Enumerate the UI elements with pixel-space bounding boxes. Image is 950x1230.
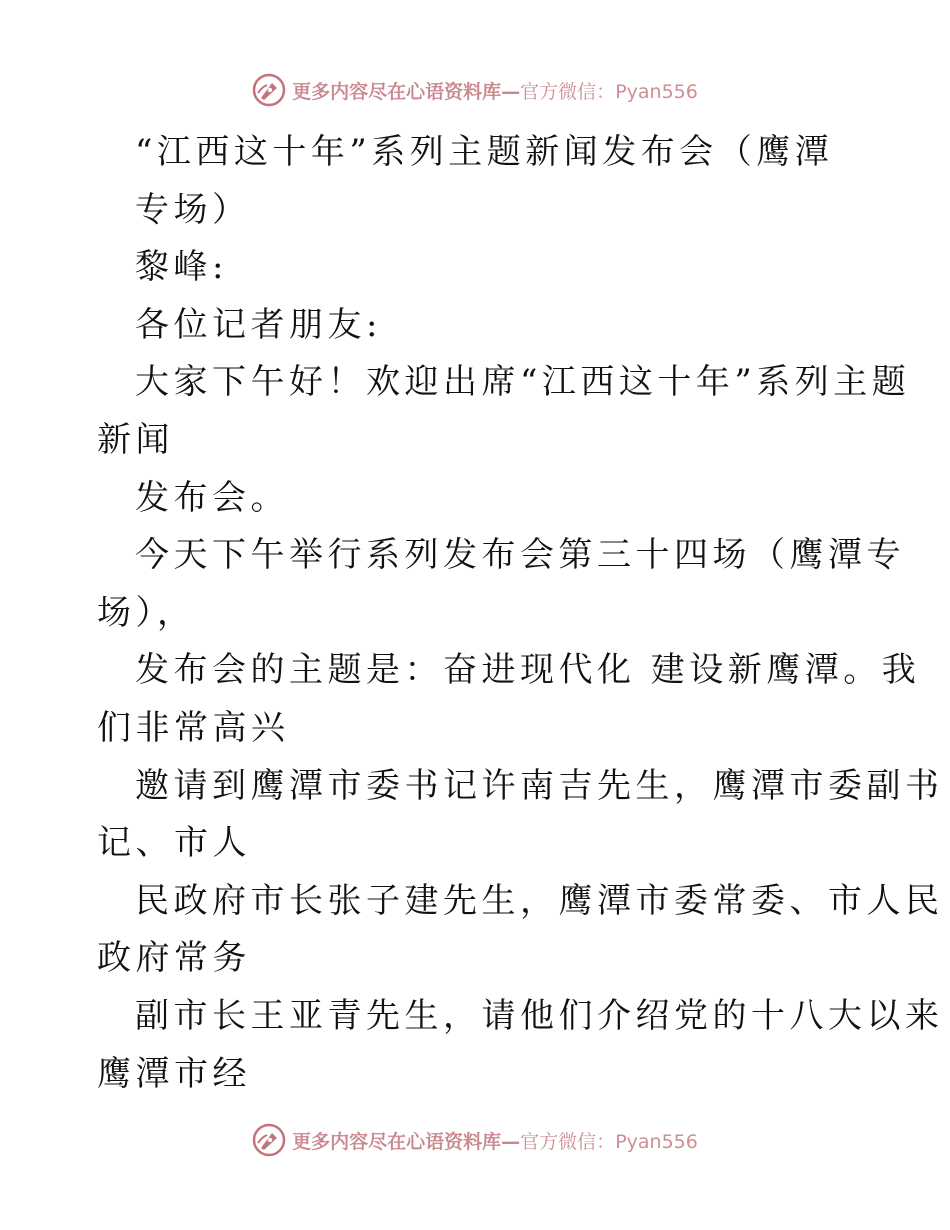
banner-wechat-label: 官方微信： bbox=[520, 1130, 616, 1153]
paragraph-line: 政府常务 bbox=[97, 938, 251, 979]
pen-nib-logo-icon bbox=[252, 73, 286, 107]
paragraph-line: 今天下午举行系列发布会第三十四场（鹰潭专 bbox=[135, 535, 905, 576]
paragraph-line: 大家下午好！欢迎出席“江西这十年”系列主题 bbox=[135, 362, 911, 403]
paragraph-line: 民政府市长张子建先生，鹰潭市委常委、市人民 bbox=[135, 880, 944, 921]
banner-wechat-label: 官方微信： bbox=[520, 80, 616, 103]
salutation: 各位记者朋友: bbox=[135, 304, 382, 345]
document-body bbox=[97, 124, 944, 1103]
banner-main-text: 更多内容尽在心语资料库 bbox=[292, 80, 502, 103]
pen-nib-logo-icon bbox=[252, 1123, 286, 1157]
doc-title-line-1: “江西这十年”系列主题新闻发布会（鹰潭 bbox=[135, 132, 834, 172]
paragraph-line: 场）， bbox=[97, 592, 196, 633]
banner-main-text: 更多内容尽在心语资料库 bbox=[292, 1130, 502, 1153]
paragraph-line: 新闻 bbox=[97, 419, 174, 460]
paragraph-line: 们非常高兴 bbox=[97, 707, 290, 748]
banner-text bbox=[292, 1127, 698, 1154]
paragraph-line: 发布会的主题是：奋进现代化 建设新鹰潭。我 bbox=[135, 650, 921, 691]
banner-wechat-id: Pyan556 bbox=[615, 1130, 698, 1153]
paragraph-line: 鹰潭市经 bbox=[97, 1053, 251, 1094]
paragraph-line: 副市长王亚青先生，请他们介绍党的十八大以来 bbox=[135, 995, 944, 1036]
paragraph-line: 发布会。 bbox=[135, 477, 289, 518]
footer-watermark-banner bbox=[0, 1120, 950, 1160]
banner-dash: — bbox=[501, 80, 521, 103]
banner-dash: — bbox=[501, 1130, 521, 1153]
banner-wechat-id: Pyan556 bbox=[615, 80, 698, 103]
speaker-name: 黎峰: bbox=[135, 247, 228, 288]
banner-text bbox=[292, 77, 698, 104]
paragraph-line: 邀请到鹰潭市委书记许南吉先生，鹰潭市委副书 bbox=[135, 765, 944, 806]
header-watermark-banner bbox=[0, 70, 950, 110]
doc-title-line-2: 专场） bbox=[135, 189, 251, 230]
paragraph-line: 记、市人 bbox=[97, 823, 251, 864]
